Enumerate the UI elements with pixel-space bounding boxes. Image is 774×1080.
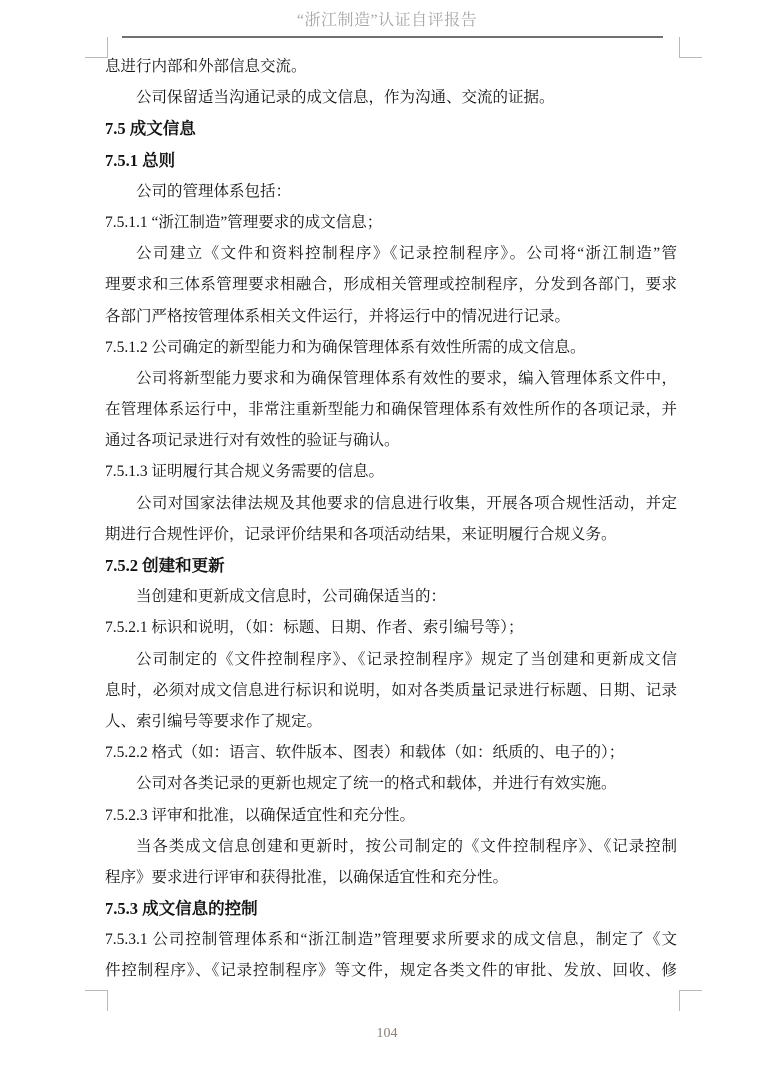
doc-line: 件控制程序》、《记录控制程序》等文件，规定各类文件的审批、发放、回收、修 bbox=[105, 962, 677, 980]
doc-line: 公司制定的《文件控制程序》、《记录控制程序》规定了当创建和更新成文信 bbox=[136, 650, 677, 668]
doc-line: 7.5.3.1 公司控制管理体系和“浙江制造”管理要求所要求的成文信息，制定了《文 bbox=[105, 931, 677, 949]
doc-line: 7.5.2.1 标识和说明，（如：标题、日期、作者、索引编号等）； bbox=[105, 619, 524, 637]
crop-mark-bottom-left bbox=[85, 990, 108, 1011]
crop-mark-top-right bbox=[679, 37, 702, 58]
doc-line: 7.5.1.3 证明履行其合规义务需要的信息。 bbox=[105, 463, 385, 481]
doc-line: 公司保留适当沟通记录的成文信息，作为沟通、交流的证据。 bbox=[136, 89, 555, 107]
doc-line: 当创建和更新成文信息时，公司确保适当的： bbox=[136, 588, 447, 606]
page-header-title: “浙江制造”认证自评报告 bbox=[296, 12, 478, 29]
doc-line: 公司将新型能力要求和为确保管理体系有效性的要求，编入管理体系文件中， bbox=[136, 369, 677, 387]
doc-line: 7.5.2 创建和更新 bbox=[105, 556, 225, 575]
page-number: 104 bbox=[376, 1026, 398, 1041]
doc-line: 公司对各类记录的更新也规定了统一的格式和载体，并进行有效实施。 bbox=[136, 775, 617, 793]
doc-line: 7.5.1.1 “浙江制造”管理要求的成文信息； bbox=[105, 213, 383, 231]
doc-line: 7.5.2.2 格式（如：语言、软件版本、图表）和载体（如：纸质的、电子的）； bbox=[105, 744, 625, 762]
doc-line: 公司对国家法律法规及其他要求的信息进行收集，开展各项合规性活动，并定 bbox=[136, 494, 677, 512]
doc-line: 当各类成文信息创建和更新时，按公司制定的《文件控制程序》、《记录控制 bbox=[136, 837, 677, 855]
doc-line: 理要求和三体系管理要求相融合，形成相关管理或控制程序，分发到各部门，要求 bbox=[105, 276, 677, 294]
document-lines bbox=[105, 51, 677, 987]
doc-line: 在管理体系运行中，非常注重新型能力和确保管理体系有效性所作的各项记录，并 bbox=[105, 401, 677, 419]
doc-line: 各部门严格按管理体系相关文件运行，并将运行中的情况进行记录。 bbox=[105, 307, 571, 325]
doc-line: 7.5.2.3 评审和批准，以确保适宜性和充分性。 bbox=[105, 806, 416, 824]
doc-line: 程序》要求进行评审和获得批准，以确保适宜性和充分性。 bbox=[105, 868, 509, 886]
doc-line: 7.5.1 总则 bbox=[105, 150, 176, 170]
doc-line: 息进行内部和外部信息交流。 bbox=[105, 58, 307, 75]
doc-line: 公司建立《文件和资料控制程序》《记录控制程序》。公司将“浙江制造”管 bbox=[136, 245, 677, 263]
doc-line: 公司的管理体系包括： bbox=[136, 182, 292, 200]
header-rule bbox=[122, 36, 663, 38]
doc-line: 7.5.3 成文信息的控制 bbox=[105, 899, 258, 919]
doc-line: 通过各项记录进行对有效性的验证与确认。 bbox=[105, 432, 400, 450]
crop-mark-bottom-right bbox=[679, 990, 702, 1011]
doc-line: 7.5 成文信息 bbox=[105, 119, 196, 139]
doc-line: 期进行合规性评价，记录评价结果和各项活动结果，来证明履行合规义务。 bbox=[105, 525, 617, 543]
doc-line: 息时，必须对成文信息进行标识和说明，如对各类质量记录进行标题、日期、记录 bbox=[105, 681, 677, 699]
doc-line: 人、索引编号等要求作了规定。 bbox=[105, 712, 323, 730]
doc-line: 7.5.1.2 公司确定的新型能力和为确保管理体系有效性所需的成文信息。 bbox=[105, 338, 586, 356]
